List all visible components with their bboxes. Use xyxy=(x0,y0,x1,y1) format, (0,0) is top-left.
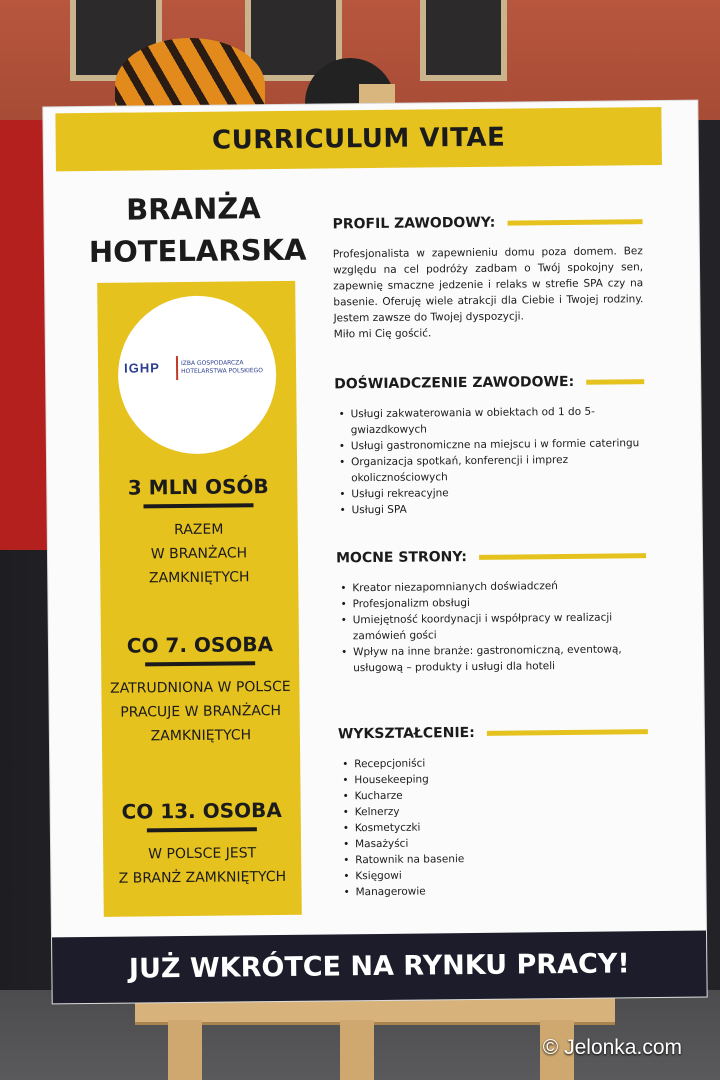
list-item: • Usługi SPA xyxy=(339,499,645,518)
list-item: • Recepcjoniści xyxy=(342,753,648,772)
stats-column xyxy=(97,281,302,917)
stat-number: CO 13. OSOBA xyxy=(121,797,282,824)
stat-underline xyxy=(147,827,257,832)
stat-block xyxy=(101,631,300,749)
section-header xyxy=(334,373,644,392)
cv-poster-board xyxy=(43,101,706,1004)
list-item: • Księgowi xyxy=(343,865,649,884)
logo-text: IZBA GOSPODARCZA HOTELARSTWA POLSKIEGO xyxy=(180,359,264,376)
section-rule xyxy=(487,729,648,736)
profile-closing: Miło mi Cię gościć. xyxy=(333,327,432,341)
list-item: • Profesjonalizm obsługi xyxy=(340,593,646,612)
stat-underline xyxy=(143,503,253,508)
stat-block xyxy=(99,473,298,591)
easel-leg xyxy=(340,1020,374,1080)
education-list xyxy=(338,753,649,900)
stat-text-line: ZAMKNIĘTYCH xyxy=(150,727,252,745)
section-rule xyxy=(507,219,642,225)
section-education xyxy=(338,723,650,900)
section-header xyxy=(336,547,646,566)
easel-leg xyxy=(168,1020,202,1080)
footer-text: JUŻ WKRÓTCE NA RYNKU PRACY! xyxy=(128,948,630,985)
section-title: DOŚWIADCZENIE ZAWODOWE: xyxy=(334,373,575,393)
section-header xyxy=(338,723,648,742)
section-rule xyxy=(479,553,646,560)
footer-banner xyxy=(52,931,707,1004)
stat-block xyxy=(103,797,302,891)
section-profile xyxy=(332,213,643,342)
stat-text-line: W POLSCE JEST xyxy=(148,845,257,863)
stat-number: CO 7. OSOBA xyxy=(126,632,274,658)
poster-title: CURRICULUM VITAE xyxy=(211,122,506,156)
list-item: • Usługi rekreacyjne xyxy=(339,483,645,502)
list-item: • Kosmetyczki xyxy=(343,817,649,836)
list-item: • Usługi zakwaterowania w obiektach od 1 do 5-gwiazdkowych xyxy=(338,403,644,438)
stat-text-line: ZATRUDNIONA W POLSCE xyxy=(110,678,291,697)
section-title: WYKSZTAŁCENIE: xyxy=(337,724,475,743)
list-item: • Kucharze xyxy=(342,785,648,804)
section-rule xyxy=(586,379,644,385)
industry-line-1: BRANŻA xyxy=(125,191,261,227)
industry-line-2: HOTELARSKA xyxy=(88,232,307,269)
list-item: • Kelnerzy xyxy=(343,801,649,820)
background-window xyxy=(420,0,507,81)
section-strengths xyxy=(336,547,647,676)
industry-heading xyxy=(88,187,307,273)
list-item: • Masażyści xyxy=(343,833,649,852)
ighp-logo xyxy=(117,295,277,455)
stat-number: 3 MLN OSÓB xyxy=(127,474,269,500)
list-item: • Usługi gastronomiczne na miejscu i w formie cateringu xyxy=(339,435,645,454)
stat-text-line: PRACUJE W BRANŻACH xyxy=(120,702,282,721)
title-bar xyxy=(55,107,662,171)
list-item: • Umiejętność koordynacji i współpracy w realizacji zamówień gości xyxy=(341,609,647,644)
stat-text-line: W BRANŻACH xyxy=(150,545,248,563)
experience-list xyxy=(334,403,645,518)
list-item: • Housekeeping xyxy=(342,769,648,788)
section-experience xyxy=(334,373,645,518)
profile-text: Profesjonalista w zapewnieniu domu poza domem. Bez względu na cel podróży zadbam o Twój spokojny sen, zapewnię smaczne jedzenie i relaks w strefie SPA czy na basenie. Oferuję wiele atrakcji dla Ciebie i Twojej rodziny. Jestem zawsze do Twojej dyspozycji. xyxy=(332,245,644,325)
list-item: • Ratownik na basenie xyxy=(343,849,649,868)
stat-underline xyxy=(145,661,255,666)
logo-mark: IGHP xyxy=(123,360,160,376)
section-title: MOCNE STRONY: xyxy=(335,549,467,567)
watermark: © Jelonka.com xyxy=(542,1036,682,1059)
list-item: • Kreator niezapomnianych doświadczeń xyxy=(340,577,646,596)
stat-text-line: RAZEM xyxy=(174,521,224,539)
strengths-list xyxy=(336,577,647,676)
list-item: • Wpływ na inne branże: gastronomiczną, eventową, usługową – produkty i usługi dla hoteli xyxy=(341,641,647,676)
section-header xyxy=(332,213,642,232)
list-item: • Organizacja spotkań, konferencji i imprez okolicznościowych xyxy=(339,451,645,486)
logo-divider xyxy=(176,356,178,380)
section-title: PROFIL ZAWODOWY: xyxy=(332,214,496,233)
stat-text-line: ZAMKNIĘTYCH xyxy=(148,569,250,587)
stat-text-line: Z BRANŻ ZAMKNIĘTYCH xyxy=(118,868,287,887)
list-item: • Managerowie xyxy=(343,881,649,900)
